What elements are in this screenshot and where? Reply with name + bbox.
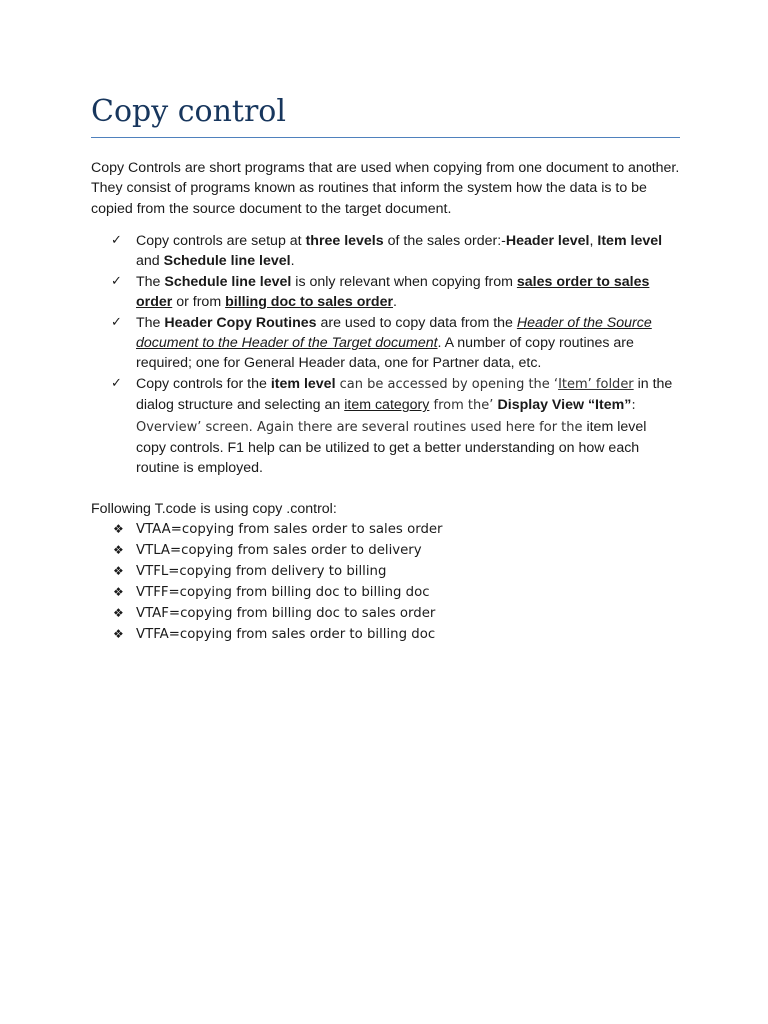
- link-item-category[interactable]: item category: [344, 397, 430, 414]
- intro-paragraph: Copy Controls are short programs that are used when copying from one document to another. They consist of programs known as routines that inform the system how the data is to be copied from the source document to the target document.: [91, 160, 680, 217]
- tcode-item: ❖ VTFF=copying from billing doc to billing doc: [91, 582, 443, 603]
- checklist-item: [91, 374, 680, 479]
- link-item-folder[interactable]: Item’ folder: [558, 376, 634, 392]
- checklist-item-text: The Schedule line level is only relevant when copying from sales order to sales order or from billing doc to sales order.: [136, 273, 650, 311]
- checklist: [91, 231, 680, 479]
- checklist-item: [91, 231, 680, 272]
- tcode-item: ❖ VTAF=copying from billing doc to sales order: [91, 603, 443, 624]
- tcode-item: ❖ VTFL=copying from delivery to billing: [91, 561, 443, 582]
- tcode-intro: Following T.code is using copy .control:: [91, 501, 337, 517]
- checklist-item: [91, 313, 680, 374]
- page-title: Copy control: [91, 94, 286, 129]
- link-billing-doc-to-sales-order[interactable]: billing doc to sales order: [225, 294, 394, 311]
- tcode-item: ❖ VTFA=copying from sales order to billing doc: [91, 624, 443, 645]
- diamond-bullet-icon: ❖: [113, 606, 124, 620]
- checklist-item-text: The Header Copy Routines are used to copy data from the Header of the Source document to the Header of the Target document. A number of copy routines are required; one for General Header data, one for Partner data, etc.: [136, 314, 652, 372]
- link-header-source-to-target[interactable]: Header of the Source document to the Header of the Target document: [136, 314, 652, 352]
- check-icon: ✓: [111, 233, 122, 248]
- link-sales-order-to-sales-order[interactable]: sales order to sales order: [136, 273, 650, 311]
- tcode-list: [91, 519, 443, 645]
- check-icon: ✓: [111, 375, 122, 391]
- tcode-item: ❖ VTLA=copying from sales order to delivery: [91, 540, 443, 561]
- tcode-item: ❖ VTAA=copying from sales order to sales order: [91, 519, 443, 540]
- diamond-bullet-icon: ❖: [113, 543, 124, 557]
- checklist-item-text: Copy controls are setup at three levels of the sales order:-Header level, Item level and Schedule line level.: [136, 233, 663, 270]
- diamond-bullet-icon: ❖: [113, 522, 124, 536]
- checklist-item-text: Copy controls for the item level can be accessed by opening the ‘Item’ folder in the dialog structure and selecting an item category from the’ Display View “Item”: Overview’ screen. Again there are several routines used here for the item level copy controls. F1 help can be utilized to get a better understanding on how each routine is employed.: [136, 375, 673, 477]
- checklist-item: [91, 272, 680, 313]
- check-icon: ✓: [111, 273, 122, 289]
- diamond-bullet-icon: ❖: [113, 585, 124, 599]
- title-divider: [91, 137, 680, 138]
- diamond-bullet-icon: ❖: [113, 564, 124, 578]
- check-icon: ✓: [111, 314, 122, 330]
- diamond-bullet-icon: ❖: [113, 627, 124, 641]
